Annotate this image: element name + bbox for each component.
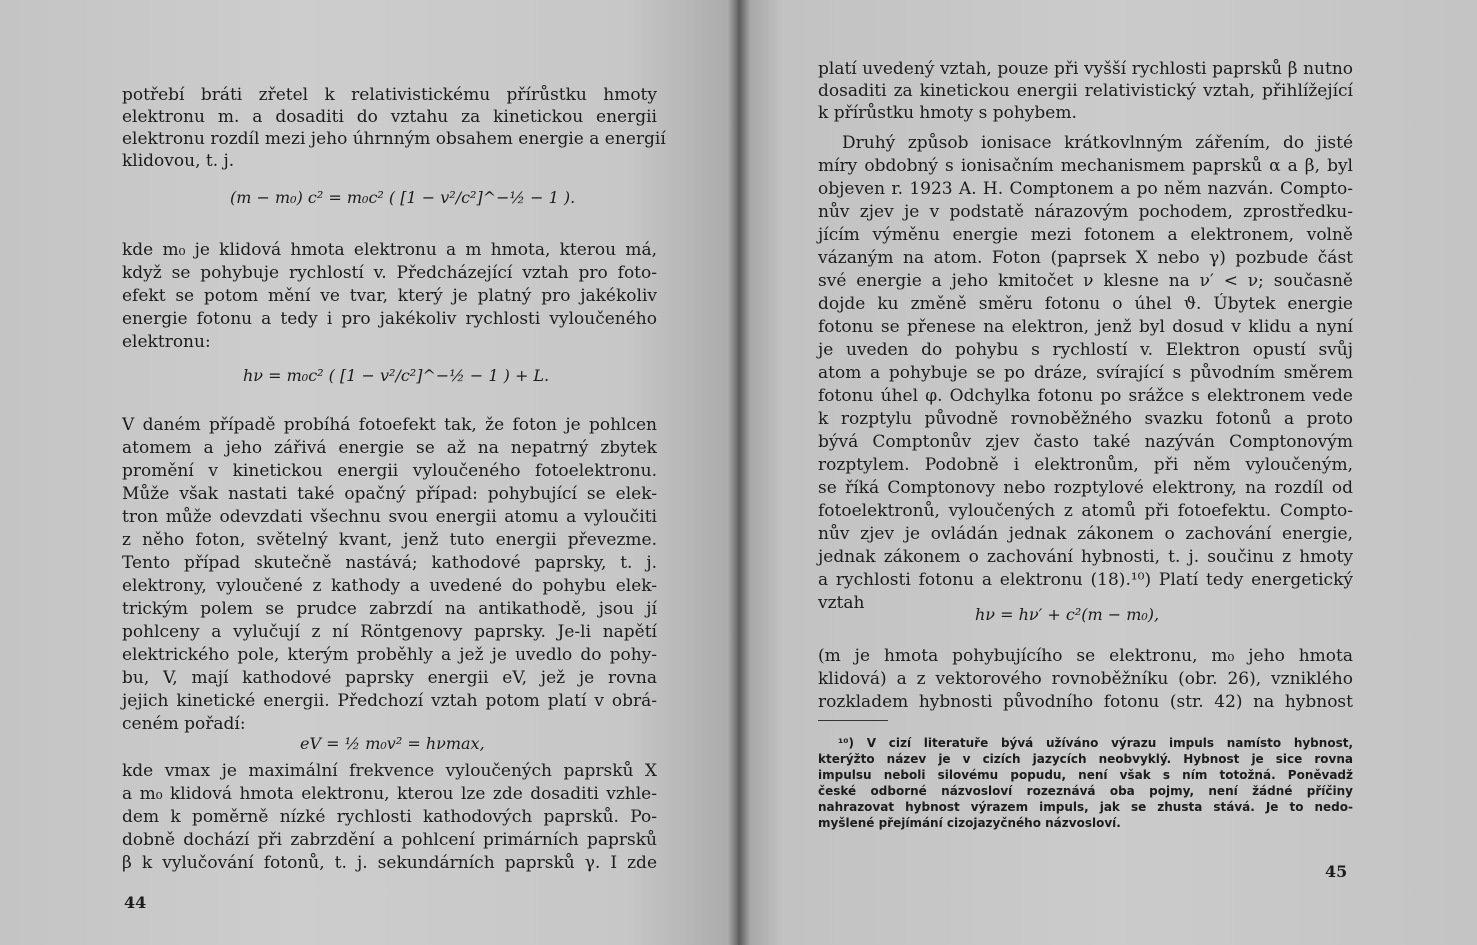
equation-energy-conservation: hν = hν′ + c²(m − m₀), — [975, 605, 1160, 624]
right-line-20: fotoelektronů, vyloučených z atomů při fotoefektu. Compto- — [818, 501, 1353, 521]
right-line-14: atom a pohybuje se po dráze, svírající s původním směrem — [818, 363, 1353, 383]
left-line-18: trickým polem se prudce zabrzdí na antikathodě, jsou jí — [122, 599, 657, 619]
left-line-23: ceném pořadí: — [122, 714, 246, 734]
left-line-11: atomem a jeho zářivá energie se až na nepatrný zbytek — [122, 438, 657, 458]
right-line-2: dosaditi za kinetickou energii relativistický vztah, přihlížející — [818, 81, 1353, 101]
left-line-19: pohlceny a vylučují z ní Röntgenovy paprsky. Je-li napětí — [122, 622, 657, 642]
left-line-28: β k vylučování fotonů, t. j. sekundárních paprsků γ. I zde — [122, 853, 657, 873]
right-line-5: míry obdobný s ionisačním mechanismem paprsků α a β, byl — [818, 156, 1353, 176]
page-number-right: 45 — [1325, 862, 1348, 881]
left-line-2: elektronu m. a dosaditi do vztahu za kinetickou energii — [122, 107, 657, 127]
left-line-26: dem k poměrně nízké rychlosti kathodových paprsků. Po- — [122, 807, 657, 827]
footnote-line-6: myšlené přejímání cizojazyčného názvosloví. — [818, 816, 1121, 830]
right-line-1: platí uvedený vztah, pouze při vyšší rychlosti paprsků β nutno — [818, 59, 1353, 79]
left-line-16: Tento případ skutečně nastává; kathodové paprsky, t. j. — [122, 553, 657, 573]
left-line-10: V daném případě probíhá fotoefekt tak, že foton je pohlcen — [122, 415, 657, 435]
right-line-15: fotonu úhel φ. Odchylka fotonu po srážce s elektronem vede — [818, 386, 1353, 406]
left-line-24: kde vmax je maximální frekvence vyloučených paprsků X — [122, 761, 657, 781]
right-line-3: k přírůstku hmoty s pohybem. — [818, 103, 1077, 123]
left-line-6: když se pohybuje rychlostí v. Předcházející vztah pro foto- — [122, 263, 657, 283]
footnote-line-2: kterýžto název je v cizích jazycích neobvyklý. Hybnost je sice rovna — [818, 752, 1353, 766]
right-line-25: (m je hmota pohybujícího se elektronu, m₀ jeho hmota — [818, 646, 1353, 666]
right-line-21: nův zjev je ovládán jednak zákonem o zachování energie, — [818, 524, 1353, 544]
left-line-7: efekt se potom mění ve tvar, který je platný pro jakékoliv — [122, 286, 657, 306]
footnote-line-5: nahrazovat hybnost výrazem impuls, jak se zhusta stává. Je to nedo- — [818, 800, 1353, 814]
equation-kinetic: eV = ½ m₀v² = hνmax, — [300, 734, 485, 753]
right-line-9: vázaným na atom. Foton (paprsek X nebo γ) pozbude část — [818, 248, 1353, 268]
left-line-3: elektronu rozdíl mezi jeho úhrnným obsahem energie a energií — [122, 129, 666, 149]
right-line-11: dojde ku změně směru fotonu o úhel ϑ. Úbytek energie — [818, 294, 1353, 314]
footnote-line-3: impulsu neboli silovému popudu, není však s ním totožná. Poněvadž — [818, 768, 1353, 782]
equation-rest-energy: (m − m₀) c² = m₀c² ( [1 − v²/c²]^−½ − 1 ). — [230, 188, 576, 207]
left-line-5: kde m₀ je klidová hmota elektronu a m hmota, kterou má, — [122, 240, 657, 260]
right-line-7: nův zjev je v podstatě nárazovým pochodem, zprostředku- — [818, 202, 1353, 222]
footnote-separator — [818, 720, 888, 721]
footnote-line-4: české odborné názvosloví rozeznává oba pojmy, není žádné příčiny — [818, 784, 1353, 798]
left-line-20: elektrického pole, kterým proběhly a jež je uvedlo do pohy- — [122, 645, 657, 665]
right-line-16: k rozptylu původně rovnoběžného svazku fotonů a proto — [818, 409, 1353, 429]
left-line-15: z něho foton, světelný kvant, jenž tuto energii převezme. — [122, 530, 657, 550]
right-line-17: bývá Comptonův zjev často také nazýván Comptonovým — [818, 432, 1353, 452]
left-line-12: promění v kinetickou energii vyloučeného fotoelektronu. — [122, 461, 657, 481]
right-line-22: jednak zákonem o zachování hybnosti, t. j. součinu z hmoty — [818, 547, 1353, 567]
right-line-19: se říká Comptonovy nebo rozptylové elektrony, na rozdíl od — [818, 478, 1353, 498]
left-line-22: jejich kinetické energii. Předchozí vztah potom platí v obrá- — [122, 691, 657, 711]
left-line-25: a m₀ klidová hmota elektronu, kterou lze zde dosaditi vzhle- — [122, 784, 657, 804]
right-line-10: své energie a jeho kmitočet ν klesne na ν′ < ν; současně — [818, 271, 1353, 291]
right-line-4: Druhý způsob ionisace krátkovlnným zářením, do jisté — [842, 133, 1353, 153]
right-line-13: je uveden do pohybu s rychlostí v. Elektron opustí svůj — [818, 340, 1353, 360]
left-page — [0, 0, 738, 945]
page-number-left: 44 — [124, 893, 147, 912]
left-line-9: elektronu: — [122, 332, 211, 352]
left-line-21: bu, V, mají kathodové paprsky energii eV, jež je rovna — [122, 668, 657, 688]
left-line-17: elektrony, vyloučené z kathody a uvedené do pohybu elek- — [122, 576, 657, 596]
right-line-18: rozptylem. Podobně i elektronům, při něm vyloučeným, — [818, 455, 1353, 475]
right-line-8: jícím výměnu energie mezi fotonem a elektronem, volně — [818, 225, 1353, 245]
left-line-14: tron může odevzdati všechnu svou energii atomu a vyloučiti — [122, 507, 657, 527]
right-line-27: rozkladem hybnosti původního fotonu (str. 42) na hybnost — [818, 692, 1353, 712]
left-line-4: klidovou, t. j. — [122, 151, 235, 171]
right-line-24: vztah — [818, 593, 865, 613]
left-line-8: energie fotonu a tedy i pro jakékoliv rychlosti vyloučeného — [122, 309, 657, 329]
right-line-12: fotonu se přenese na elektron, jenž byl dosud v klidu a nyní — [818, 317, 1353, 337]
right-line-6: objeven r. 1923 A. H. Comptonem a po něm nazván. Compto- — [818, 179, 1353, 199]
left-line-1: potřebí bráti zřetel k relativistickému přírůstku hmoty — [122, 85, 657, 105]
equation-photoeffect: hν = m₀c² ( [1 − v²/c²]^−½ − 1 ) + L. — [243, 366, 550, 385]
right-page — [738, 0, 1477, 945]
left-line-13: Může však nastati také opačný případ: pohybující se elek- — [122, 484, 657, 504]
right-line-23: a rychlosti fotonu a elektronu (18).¹⁰) Platí tedy energetický — [818, 570, 1353, 590]
footnote-line-1: ¹⁰) V cizí literatuře bývá užíváno výrazu impuls namísto hybnost, — [838, 736, 1353, 750]
book-gutter — [728, 0, 750, 945]
right-line-26: klidová) a z vektorového rovnoběžníku (obr. 26), vzniklého — [818, 669, 1353, 689]
left-line-27: dobně dochází při zabrzdění a pohlcení primárních paprsků — [122, 830, 657, 850]
